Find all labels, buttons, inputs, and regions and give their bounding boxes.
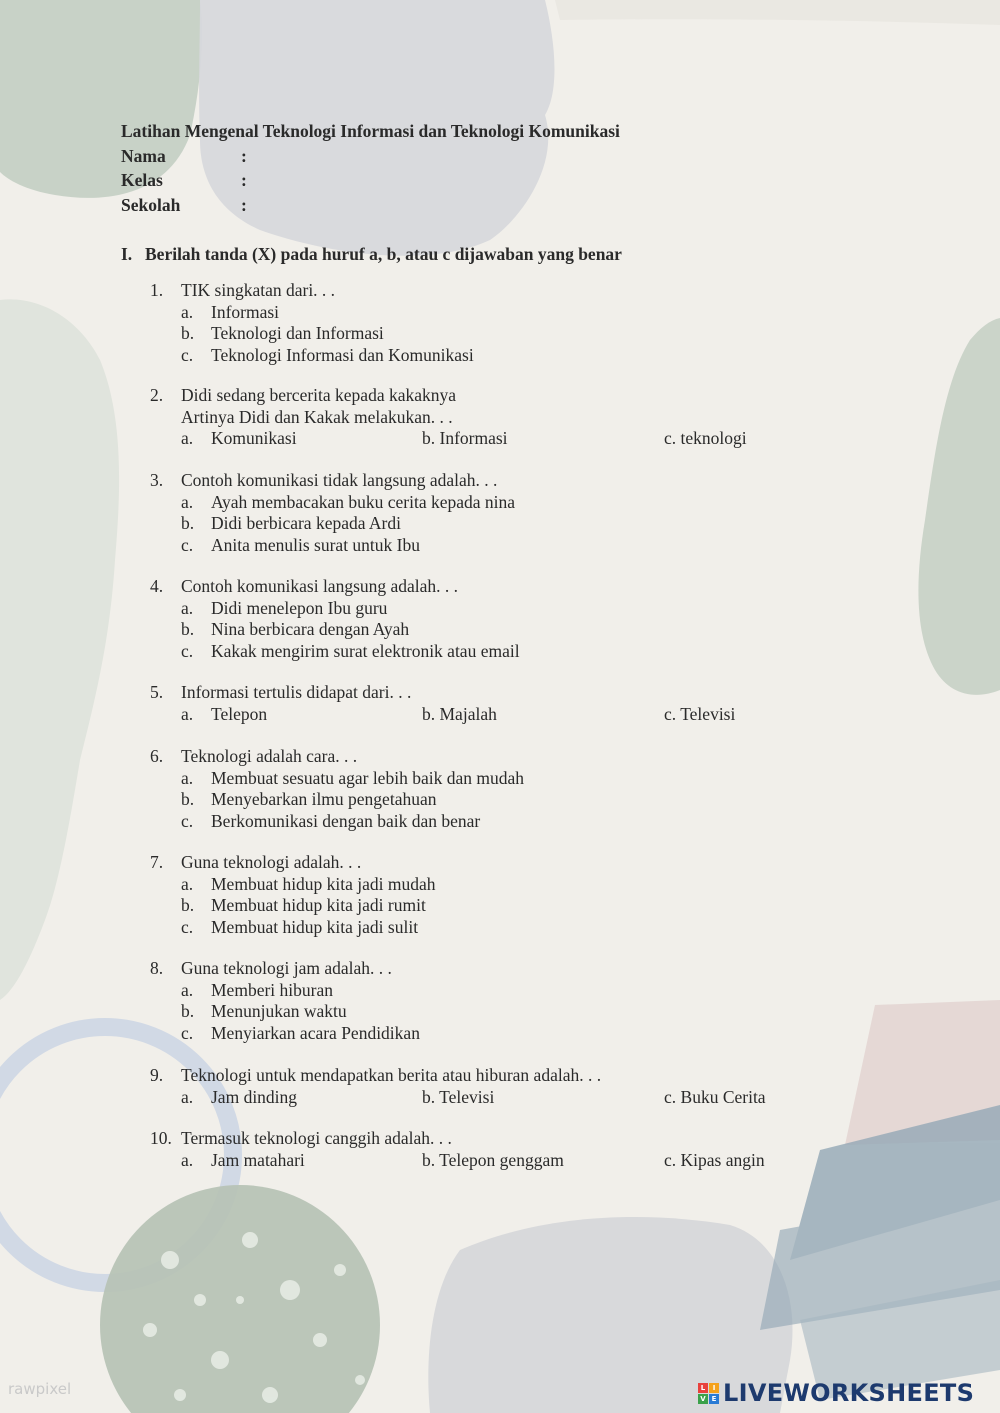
- option-text[interactable]: Jam matahari: [211, 1149, 305, 1170]
- question-number: 8.: [150, 958, 164, 978]
- option-letter: b.: [181, 513, 195, 534]
- option-a[interactable]: [150, 598, 810, 620]
- question-text: Teknologi untuk mendapatkan berita atau hiburan adalah. . .: [181, 1065, 602, 1085]
- option-text: Membuat sesuatu agar lebih baik dan mudah: [211, 767, 524, 788]
- option-a[interactable]: [181, 1150, 193, 1172]
- option-text: Kakak mengirim surat elektronik atau email: [211, 640, 520, 661]
- option-b[interactable]: [150, 895, 810, 917]
- question-text: Guna teknologi adalah. . .: [181, 852, 362, 872]
- option-c[interactable]: c. Buku Cerita: [664, 1086, 766, 1107]
- question-1: [150, 280, 810, 366]
- option-a[interactable]: [150, 874, 810, 896]
- logo-mark-e: E: [709, 1394, 719, 1404]
- logo-mark-i: I: [709, 1383, 719, 1393]
- question-2: [150, 385, 810, 450]
- section-heading: [121, 244, 622, 265]
- option-c[interactable]: c. Kipas angin: [664, 1149, 765, 1170]
- option-letter: a.: [181, 703, 194, 724]
- option-c[interactable]: [150, 917, 810, 939]
- question-number: 1.: [150, 280, 164, 300]
- option-letter: c.: [181, 534, 194, 555]
- option-a[interactable]: [150, 980, 810, 1002]
- option-letter: a.: [181, 491, 194, 512]
- option-letter: c.: [181, 344, 194, 365]
- option-a[interactable]: [181, 428, 193, 450]
- option-text: Membuat hidup kita jadi rumit: [211, 895, 426, 916]
- question-9: [150, 1065, 810, 1108]
- question-number: 2.: [150, 385, 164, 405]
- logo-mark-v: V: [698, 1394, 708, 1404]
- option-letter: c.: [181, 640, 194, 661]
- field-colon-kelas: :: [241, 170, 247, 190]
- logo-mark-l: L: [698, 1383, 708, 1393]
- section-instruction: Berilah tanda (X) pada huruf a, b, atau c dijawaban yang benar: [145, 244, 622, 264]
- question-text-line-2: Artinya Didi dan Kakak melakukan. . .: [181, 406, 453, 427]
- question-number: 6.: [150, 746, 164, 766]
- option-text: Ayah membacakan buku cerita kepada nina: [211, 491, 516, 512]
- option-b[interactable]: b. Telepon genggam: [422, 1149, 564, 1170]
- question-6: [150, 746, 810, 832]
- option-letter: b.: [181, 895, 195, 916]
- field-label-sekolah: Sekolah: [121, 195, 181, 215]
- option-letter: b.: [181, 789, 195, 810]
- option-b[interactable]: [150, 789, 810, 811]
- option-letter: c.: [181, 916, 194, 937]
- option-text: Menyebarkan ilmu pengetahuan: [211, 789, 437, 810]
- field-colon-nama: :: [241, 146, 247, 166]
- question-4: [150, 576, 810, 662]
- question-number: 9.: [150, 1065, 164, 1085]
- question-3: [150, 470, 810, 556]
- question-7: [150, 852, 810, 938]
- option-c[interactable]: [150, 811, 810, 833]
- option-letter: a.: [181, 428, 194, 449]
- option-c[interactable]: [150, 641, 810, 663]
- question-10: [150, 1128, 810, 1171]
- logo-wordmark: LIVEWORKSHEETS: [723, 1379, 975, 1407]
- question-number: 10.: [150, 1128, 172, 1148]
- option-letter: a.: [181, 767, 194, 788]
- option-text: Menyiarkan acara Pendidikan: [211, 1022, 420, 1043]
- option-b[interactable]: [150, 513, 810, 535]
- option-text: Informasi: [211, 301, 280, 322]
- option-c[interactable]: [150, 1023, 810, 1045]
- option-text: Nina berbicara dengan Ayah: [211, 619, 410, 640]
- question-text: Teknologi adalah cara. . .: [181, 746, 358, 766]
- option-text[interactable]: Jam dinding: [211, 1086, 298, 1107]
- liveworksheets-logo[interactable]: [698, 1378, 974, 1408]
- field-label-nama: Nama: [121, 146, 166, 166]
- option-letter: a.: [181, 301, 194, 322]
- question-8: [150, 958, 810, 1044]
- question-number: 3.: [150, 470, 164, 490]
- option-a[interactable]: [181, 1087, 193, 1109]
- rawpixel-watermark: rawpixel: [8, 1380, 72, 1398]
- option-letter: a.: [181, 873, 194, 894]
- logo-mark-icon: [698, 1383, 719, 1404]
- option-text[interactable]: Telepon: [211, 703, 268, 724]
- option-a[interactable]: [150, 768, 810, 790]
- question-text: Contoh komunikasi tidak langsung adalah. . .: [181, 470, 498, 490]
- option-letter: b.: [181, 1001, 195, 1022]
- question-text: Contoh komunikasi langsung adalah. . .: [181, 576, 459, 596]
- option-text: Teknologi Informasi dan Komunikasi: [211, 344, 474, 365]
- option-b[interactable]: [150, 619, 810, 641]
- option-text: Memberi hiburan: [211, 979, 333, 1000]
- section-number: I.: [121, 244, 133, 264]
- option-text: Menunjukan waktu: [211, 1001, 347, 1022]
- option-letter: c.: [181, 810, 194, 831]
- option-b[interactable]: b. Televisi: [422, 1086, 495, 1107]
- option-letter: b.: [181, 619, 195, 640]
- question-text: Guna teknologi jam adalah. . .: [181, 958, 392, 978]
- question-text: Informasi tertulis didapat dari. . .: [181, 682, 412, 702]
- option-b[interactable]: [150, 1001, 810, 1023]
- option-text: Anita menulis surat untuk Ibu: [211, 534, 421, 555]
- option-letter: a.: [181, 597, 194, 618]
- option-a[interactable]: [181, 704, 193, 726]
- worksheet-title: Latihan Mengenal Teknologi Informasi dan Teknologi Komunikasi: [121, 121, 620, 141]
- question-text: Didi sedang bercerita kepada kakaknya: [181, 385, 457, 405]
- question-text: TIK singkatan dari. . .: [181, 280, 336, 300]
- option-c[interactable]: c. teknologi: [664, 428, 747, 449]
- option-a[interactable]: [150, 492, 810, 514]
- option-letter: a.: [181, 1086, 194, 1107]
- option-c[interactable]: c. Televisi: [664, 703, 736, 724]
- option-b[interactable]: [150, 323, 810, 345]
- option-letter: b.: [181, 323, 195, 344]
- option-c[interactable]: [150, 535, 810, 557]
- option-text: Didi berbicara kepada Ardi: [211, 513, 401, 534]
- option-text: Didi menelepon Ibu guru: [211, 597, 388, 618]
- option-text: Berkomunikasi dengan baik dan benar: [211, 810, 481, 831]
- option-text: Teknologi dan Informasi: [211, 323, 384, 344]
- question-5: [150, 682, 810, 725]
- option-letter: a.: [181, 979, 194, 1000]
- option-text[interactable]: Komunikasi: [211, 428, 297, 449]
- option-text: Membuat hidup kita jadi sulit: [211, 916, 419, 937]
- question-number: 5.: [150, 682, 164, 702]
- option-letter: a.: [181, 1149, 194, 1170]
- option-b[interactable]: b. Majalah: [422, 703, 497, 724]
- option-b[interactable]: b. Informasi: [422, 428, 508, 449]
- option-letter: c.: [181, 1022, 194, 1043]
- question-number: 7.: [150, 852, 164, 872]
- option-c[interactable]: [150, 345, 810, 367]
- option-text: Membuat hidup kita jadi mudah: [211, 873, 436, 894]
- field-colon-sekolah: :: [241, 195, 247, 215]
- option-a[interactable]: [150, 302, 810, 324]
- field-label-kelas: Kelas: [121, 170, 163, 190]
- question-text: Termasuk teknologi canggih adalah. . .: [181, 1128, 452, 1148]
- question-number: 4.: [150, 576, 164, 596]
